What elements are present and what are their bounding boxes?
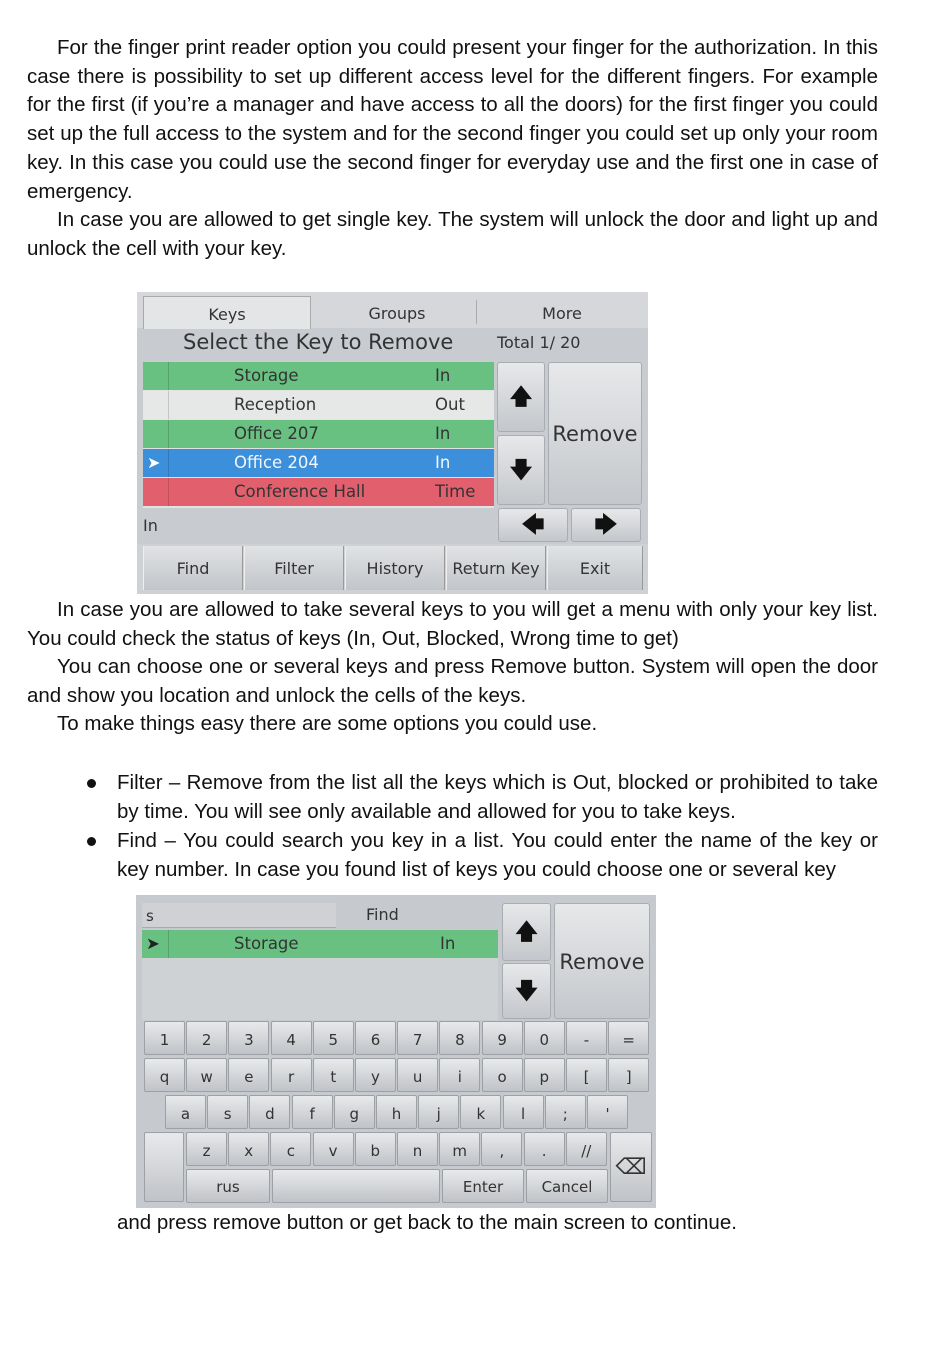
paragraph-several-keys: In case you are allowed to take several keys to you will get a menu with only your key list. You could check the status of keys (In, Out, Blocked, Wrong time to get) xyxy=(27,598,878,650)
key-keys_row3-5[interactable]: h xyxy=(376,1095,417,1129)
tab-bar xyxy=(137,292,648,328)
arrow-up-icon: 🡅 xyxy=(509,385,533,410)
find-button[interactable]: Find xyxy=(143,546,243,590)
paragraph-continue: and press remove button or get back to the main screen to continue. xyxy=(117,1211,737,1234)
list-item-filter: Filter – Remove from the list all the keys which is Out, blocked or prohibited to take by time. You will see only available and allowed for you to take keys. xyxy=(117,771,878,823)
key-keys_row4-1[interactable]: x xyxy=(228,1132,269,1166)
key-keys_row2-4[interactable]: t xyxy=(313,1058,354,1092)
key-row[interactable] xyxy=(143,478,494,506)
key-keys_row2-0[interactable]: q xyxy=(144,1058,185,1092)
screen-title: Select the Key to Remove xyxy=(183,330,454,354)
key-status: Time xyxy=(435,482,476,501)
scroll-up-button[interactable] xyxy=(497,362,545,432)
key-keys_row3-2[interactable]: d xyxy=(249,1095,290,1129)
key-keys_row2-7[interactable]: i xyxy=(439,1058,480,1092)
key-keys_row2-5[interactable]: y xyxy=(355,1058,396,1092)
key-keys_row2-3[interactable]: r xyxy=(271,1058,312,1092)
key-keys_row3-10[interactable]: ' xyxy=(587,1095,628,1129)
key-keys_row1-6[interactable]: 7 xyxy=(397,1021,438,1055)
scroll-down-button[interactable] xyxy=(502,963,551,1019)
total-counter: Total 1/ 20 xyxy=(497,333,581,352)
key-row[interactable] xyxy=(143,362,494,390)
key-row[interactable] xyxy=(143,391,494,419)
paragraph-single-key: In case you are allowed to get single key. The system will unlock the door and light up and unlock the cell with your key. xyxy=(27,208,878,260)
key-name: Conference Hall xyxy=(234,482,366,501)
paragraph-fingerprint: For the finger print reader option you could present your finger for the authorization. In this case there is possibility to set up different access level for the different fingers. For example for the first (if you’re a manager and have access to all the doors) for the first finger you could set up the full access to the system and for the second finger you could set up only your room key. In this case you could use the second finger for everyday use and the first one in case of emergency. xyxy=(27,36,878,203)
key-keys_row2-9[interactable]: p xyxy=(524,1058,565,1092)
filter-button[interactable]: Filter xyxy=(244,546,344,590)
key-keys_row4-0[interactable]: z xyxy=(186,1132,227,1166)
tab-keys[interactable]: Keys xyxy=(143,296,311,329)
key-name: Storage xyxy=(234,934,299,953)
arrow-down-icon: 🡇 xyxy=(509,458,533,483)
key-keys_row3-3[interactable]: f xyxy=(292,1095,333,1129)
key-keys_row2-6[interactable]: u xyxy=(397,1058,438,1092)
scroll-down-button[interactable] xyxy=(497,435,545,505)
selection-arrow-icon: ➤ xyxy=(146,934,160,953)
key-keys_row1-3[interactable]: 4 xyxy=(271,1021,312,1055)
key-name: Reception xyxy=(234,395,317,414)
bullet-icon xyxy=(87,827,99,839)
key-status: In xyxy=(435,453,451,472)
arrow-down-icon: 🡇 xyxy=(515,979,538,1004)
result-list xyxy=(142,930,498,1020)
key-keys_row4-5[interactable]: n xyxy=(397,1132,438,1166)
key-keys_row2-2[interactable]: e xyxy=(228,1058,269,1092)
language-key[interactable]: rus xyxy=(186,1169,270,1203)
selection-arrow-icon: ➤ xyxy=(147,453,161,472)
arrow-up-icon: 🡅 xyxy=(515,920,538,945)
key-keys_row1-8[interactable]: 9 xyxy=(482,1021,523,1055)
key-selection-screen xyxy=(137,292,648,594)
key-list xyxy=(143,362,494,508)
key-keys_row3-1[interactable]: s xyxy=(207,1095,248,1129)
key-status: In xyxy=(435,366,451,385)
key-keys_row4-3[interactable]: v xyxy=(313,1132,354,1166)
key-keys_row3-6[interactable]: j xyxy=(418,1095,459,1129)
key-row-selected[interactable] xyxy=(143,449,494,477)
key-keys_row2-1[interactable]: w xyxy=(186,1058,227,1092)
arrow-right-icon: 🡆 xyxy=(594,513,618,538)
page-left-button[interactable] xyxy=(498,508,568,542)
key-keys_row4-7[interactable]: , xyxy=(481,1132,522,1166)
cancel-key[interactable]: Cancel xyxy=(526,1169,608,1203)
key-keys_row1-2[interactable]: 3 xyxy=(228,1021,269,1055)
key-status: In xyxy=(440,934,456,953)
key-keys_row4-9[interactable]: // xyxy=(566,1132,607,1166)
return-key-button[interactable]: Return Key xyxy=(446,546,546,590)
key-status: In xyxy=(435,424,451,443)
key-keys_row1-7[interactable]: 8 xyxy=(439,1021,480,1055)
key-name: Office 204 xyxy=(234,453,319,472)
enter-key[interactable]: Enter xyxy=(442,1169,524,1203)
key-keys_row4-2[interactable]: c xyxy=(270,1132,311,1166)
key-keys_row3-8[interactable]: l xyxy=(503,1095,544,1129)
key-keys_row4-4[interactable]: b xyxy=(355,1132,396,1166)
remove-button[interactable]: Remove xyxy=(548,362,642,505)
paragraph-options: To make things easy there are some options you could use. xyxy=(57,712,598,735)
arrow-left-icon: 🡄 xyxy=(521,513,545,538)
key-keys_row1-4[interactable]: 5 xyxy=(313,1021,354,1055)
paragraph-remove-button: You can choose one or several keys and press Remove button. System will open the door and show you location and unlock the cells of the keys. xyxy=(27,655,878,707)
status-line: In xyxy=(143,516,158,535)
space-key[interactable] xyxy=(272,1169,440,1203)
key-keys_row3-0[interactable]: a xyxy=(165,1095,206,1129)
remove-button[interactable]: Remove xyxy=(554,903,650,1019)
find-screen xyxy=(136,895,656,1208)
key-keys_row4-6[interactable]: m xyxy=(439,1132,480,1166)
key-name: Storage xyxy=(234,366,299,385)
key-keys_row3-9[interactable]: ; xyxy=(545,1095,586,1129)
key-keys_row1-5[interactable]: 6 xyxy=(355,1021,396,1055)
result-row[interactable] xyxy=(142,930,498,958)
tab-more[interactable]: More xyxy=(542,304,582,323)
key-keys_row3-7[interactable]: k xyxy=(460,1095,501,1129)
key-keys_row2-11[interactable]: ] xyxy=(608,1058,649,1092)
find-label: Find xyxy=(366,905,399,924)
exit-button[interactable]: Exit xyxy=(547,546,643,590)
scroll-up-button[interactable] xyxy=(502,903,551,961)
key-keys_row3-4[interactable]: g xyxy=(334,1095,375,1129)
key-keys_row1-10[interactable]: - xyxy=(566,1021,607,1055)
key-keys_row2-10[interactable]: [ xyxy=(566,1058,607,1092)
key-row[interactable] xyxy=(143,420,494,448)
tab-groups[interactable]: Groups xyxy=(368,304,426,323)
shift-key[interactable] xyxy=(144,1132,184,1202)
key-keys_row1-0[interactable]: 1 xyxy=(144,1021,185,1055)
list-item-find: Find – You could search you key in a list. You could enter the name of the key or key number. In case you found list of keys you could choose one or several key xyxy=(117,829,878,881)
key-keys_row1-9[interactable]: 0 xyxy=(524,1021,565,1055)
key-status: Out xyxy=(435,395,465,414)
key-keys_row1-11[interactable]: = xyxy=(608,1021,649,1055)
key-keys_row4-8[interactable]: . xyxy=(524,1132,565,1166)
key-name: Office 207 xyxy=(234,424,319,443)
history-button[interactable]: History xyxy=(345,546,445,590)
page-right-button[interactable] xyxy=(571,508,641,542)
backspace-key[interactable] xyxy=(610,1132,652,1202)
key-keys_row1-1[interactable]: 2 xyxy=(186,1021,227,1055)
key-keys_row2-8[interactable]: o xyxy=(482,1058,523,1092)
search-input[interactable]: s xyxy=(142,903,336,928)
bullet-icon xyxy=(87,769,99,781)
backspace-icon: ⌫ xyxy=(615,1155,647,1180)
